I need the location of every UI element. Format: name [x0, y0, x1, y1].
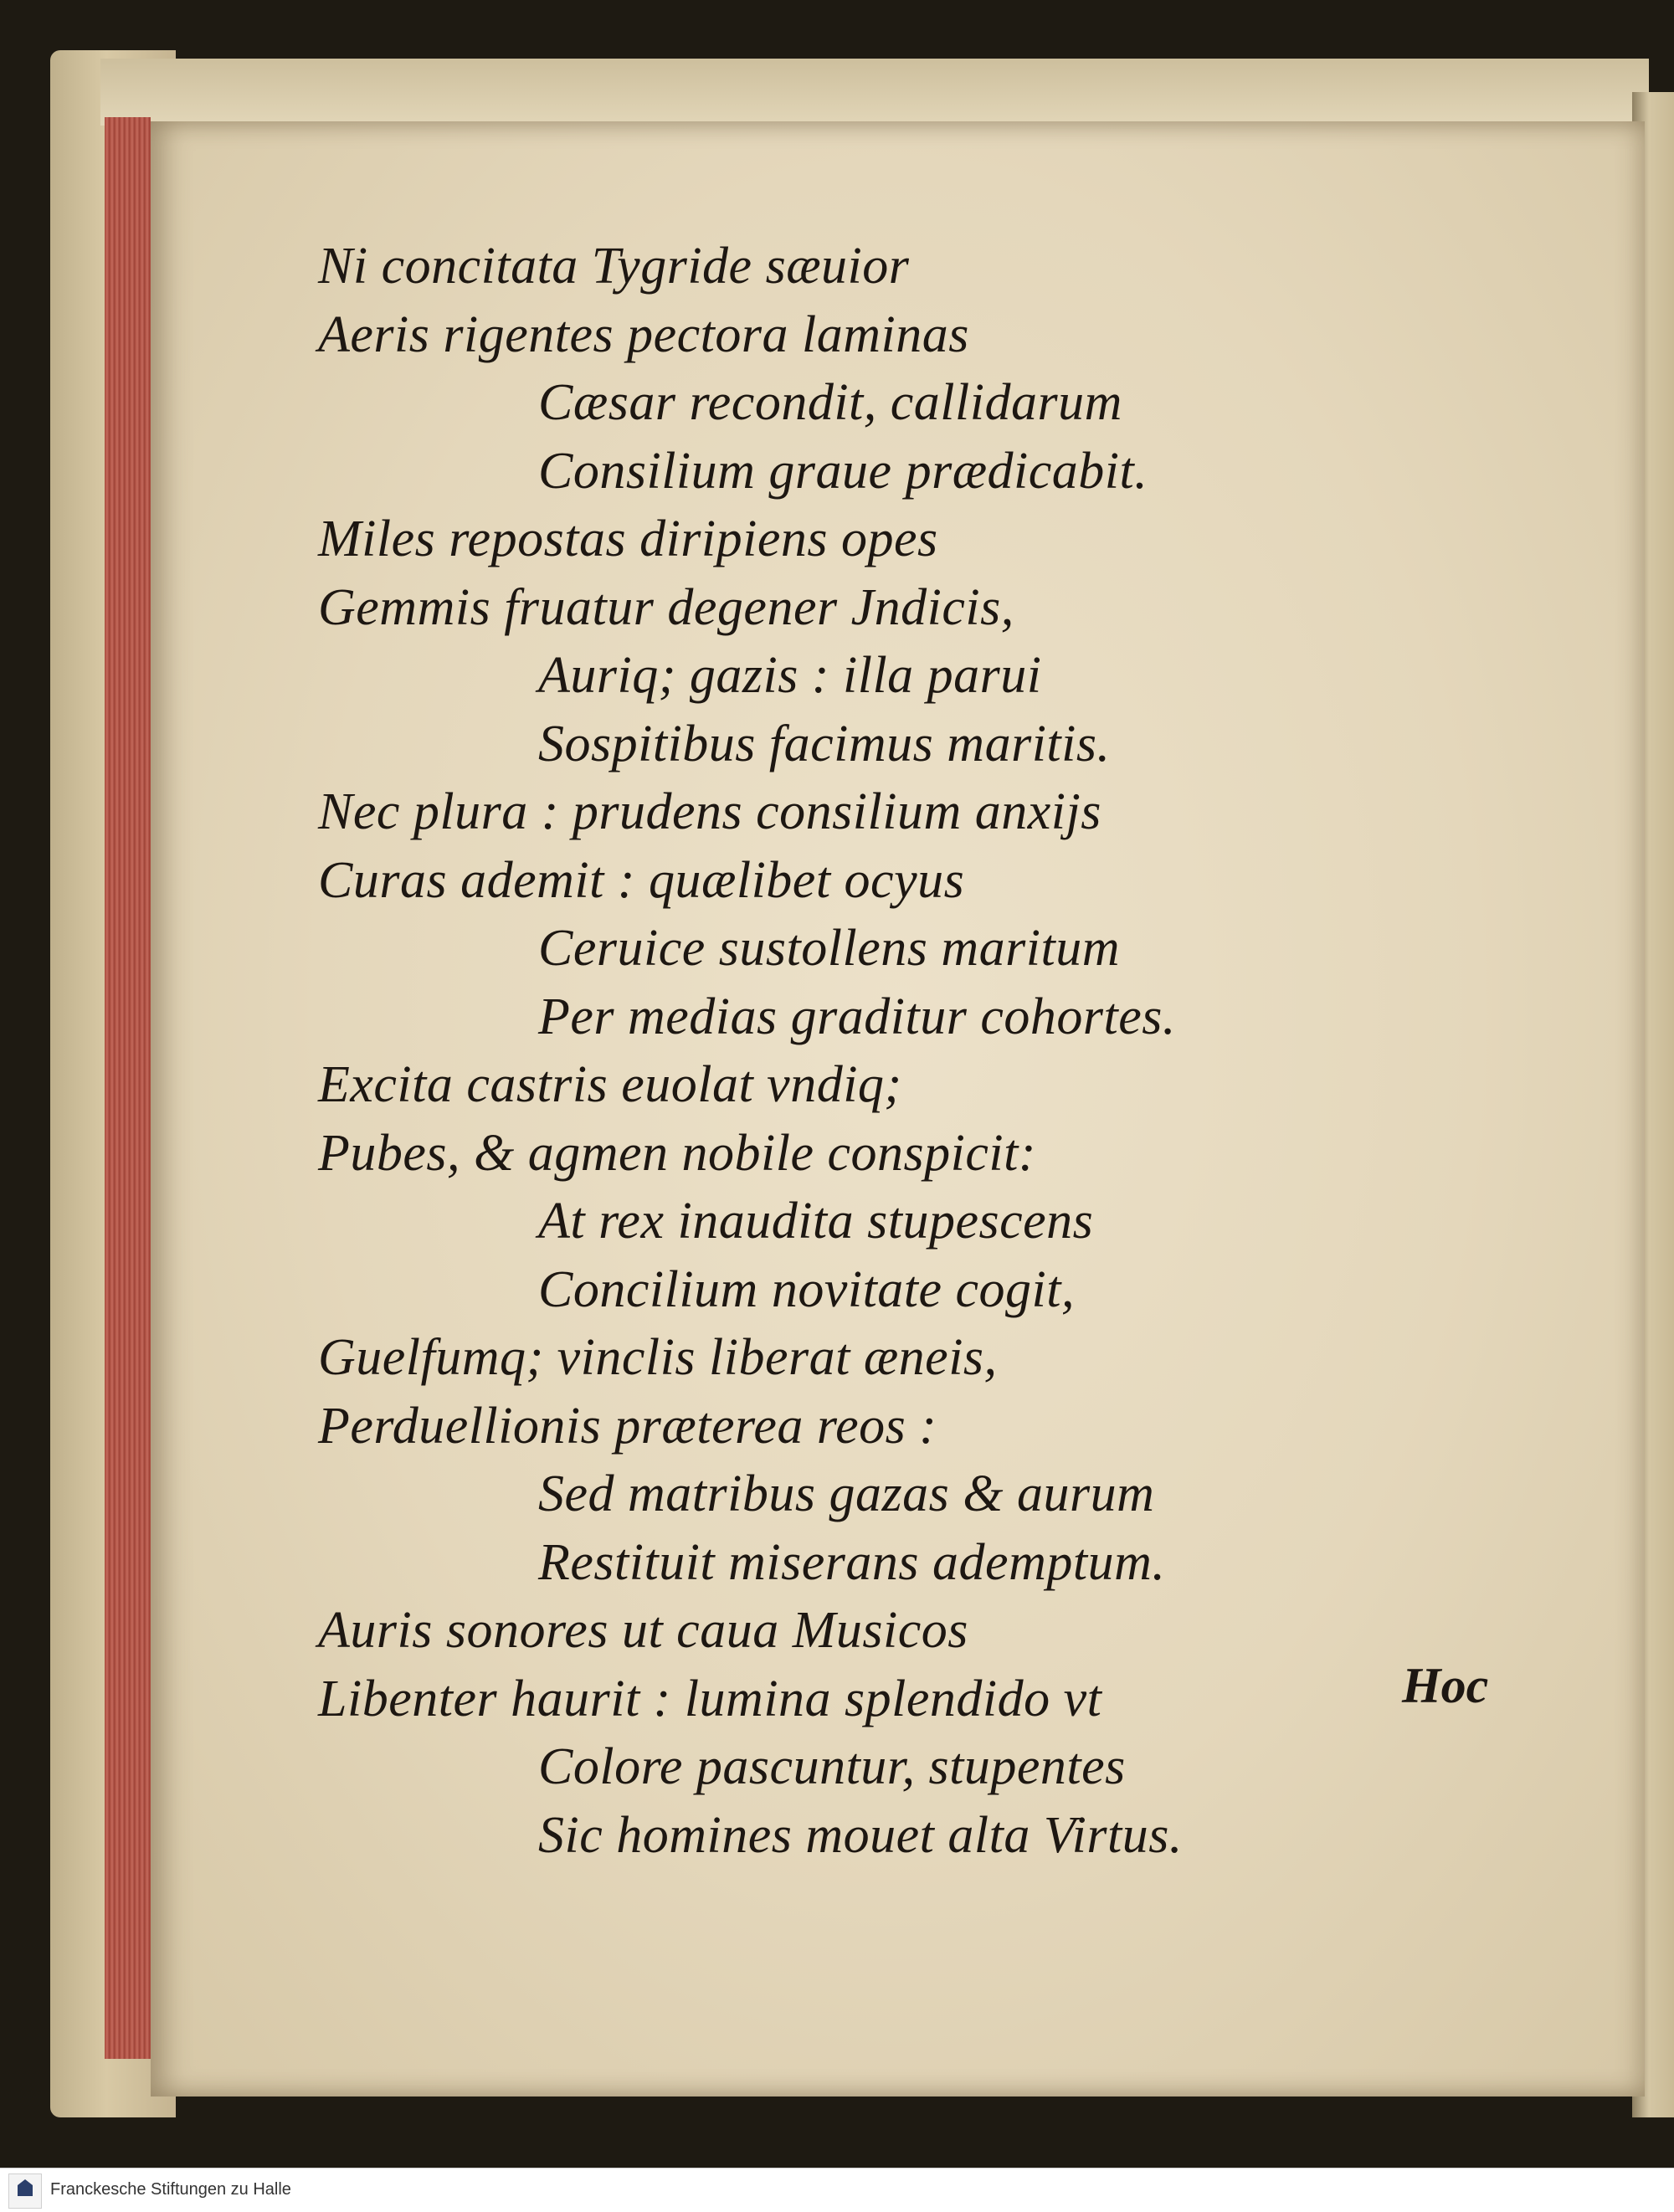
- poem-line: Cæsar recondit, callidarum: [538, 374, 1122, 431]
- poem-line: Perduellionis præterea reos :: [318, 1397, 937, 1455]
- page-edges-red: [105, 117, 151, 2059]
- poem-line: Curas ademit : quælibet ocyus: [318, 851, 965, 909]
- poem-text: [318, 233, 1183, 1870]
- poem-line: Ni concitata Tygride sæuior: [318, 238, 910, 295]
- institution-logo-icon: [8, 2174, 42, 2209]
- poem-line: Per medias graditur cohortes.: [538, 988, 1176, 1045]
- poem-line: Sed matribus gazas & aurum: [538, 1465, 1155, 1522]
- poem-line: Sic homines mouet alta Virtus.: [538, 1806, 1183, 1864]
- poem-line: At rex inaudita stupescens: [538, 1193, 1094, 1250]
- poem-line: Libenter haurit : lumina splendido vt: [318, 1670, 1102, 1727]
- poem-line: Ceruice sustollens maritum: [538, 920, 1120, 977]
- poem-line: Aeris rigentes pectora laminas: [318, 305, 969, 363]
- poem-line: Excita castris euolat vndiq;: [318, 1056, 902, 1113]
- book-cover-top: [100, 59, 1649, 126]
- poem-line: Nec plura : prudens consilium anxijs: [318, 783, 1101, 840]
- poem-line: Consilium graue prædicabit.: [538, 442, 1148, 500]
- viewer-footer: [0, 2168, 1674, 2212]
- poem-line: Auris sonores ut caua Musicos: [318, 1602, 968, 1659]
- poem-line: Gemmis fruatur degener Jndicis,: [318, 578, 1014, 636]
- poem-line: Colore pascuntur, stupentes: [538, 1738, 1126, 1795]
- poem-line: Auriq; gazis : illa parui: [538, 647, 1042, 704]
- poem-line: Sospitibus facimus maritis.: [538, 715, 1111, 772]
- poem-line: Miles repostas diripiens opes: [318, 511, 938, 567]
- catchword: Hoc: [1402, 1658, 1489, 1713]
- poem-line: Guelfumq; vinclis liberat æneis,: [318, 1329, 998, 1386]
- poem-line: Pubes, & agmen nobile conspicit:: [318, 1124, 1036, 1182]
- poem-line: Restituit miserans ademptum.: [538, 1533, 1166, 1591]
- poem-line: Concilium novitate cogit,: [538, 1260, 1076, 1318]
- institution-name: Franckesche Stiftungen zu Halle: [50, 2180, 291, 2199]
